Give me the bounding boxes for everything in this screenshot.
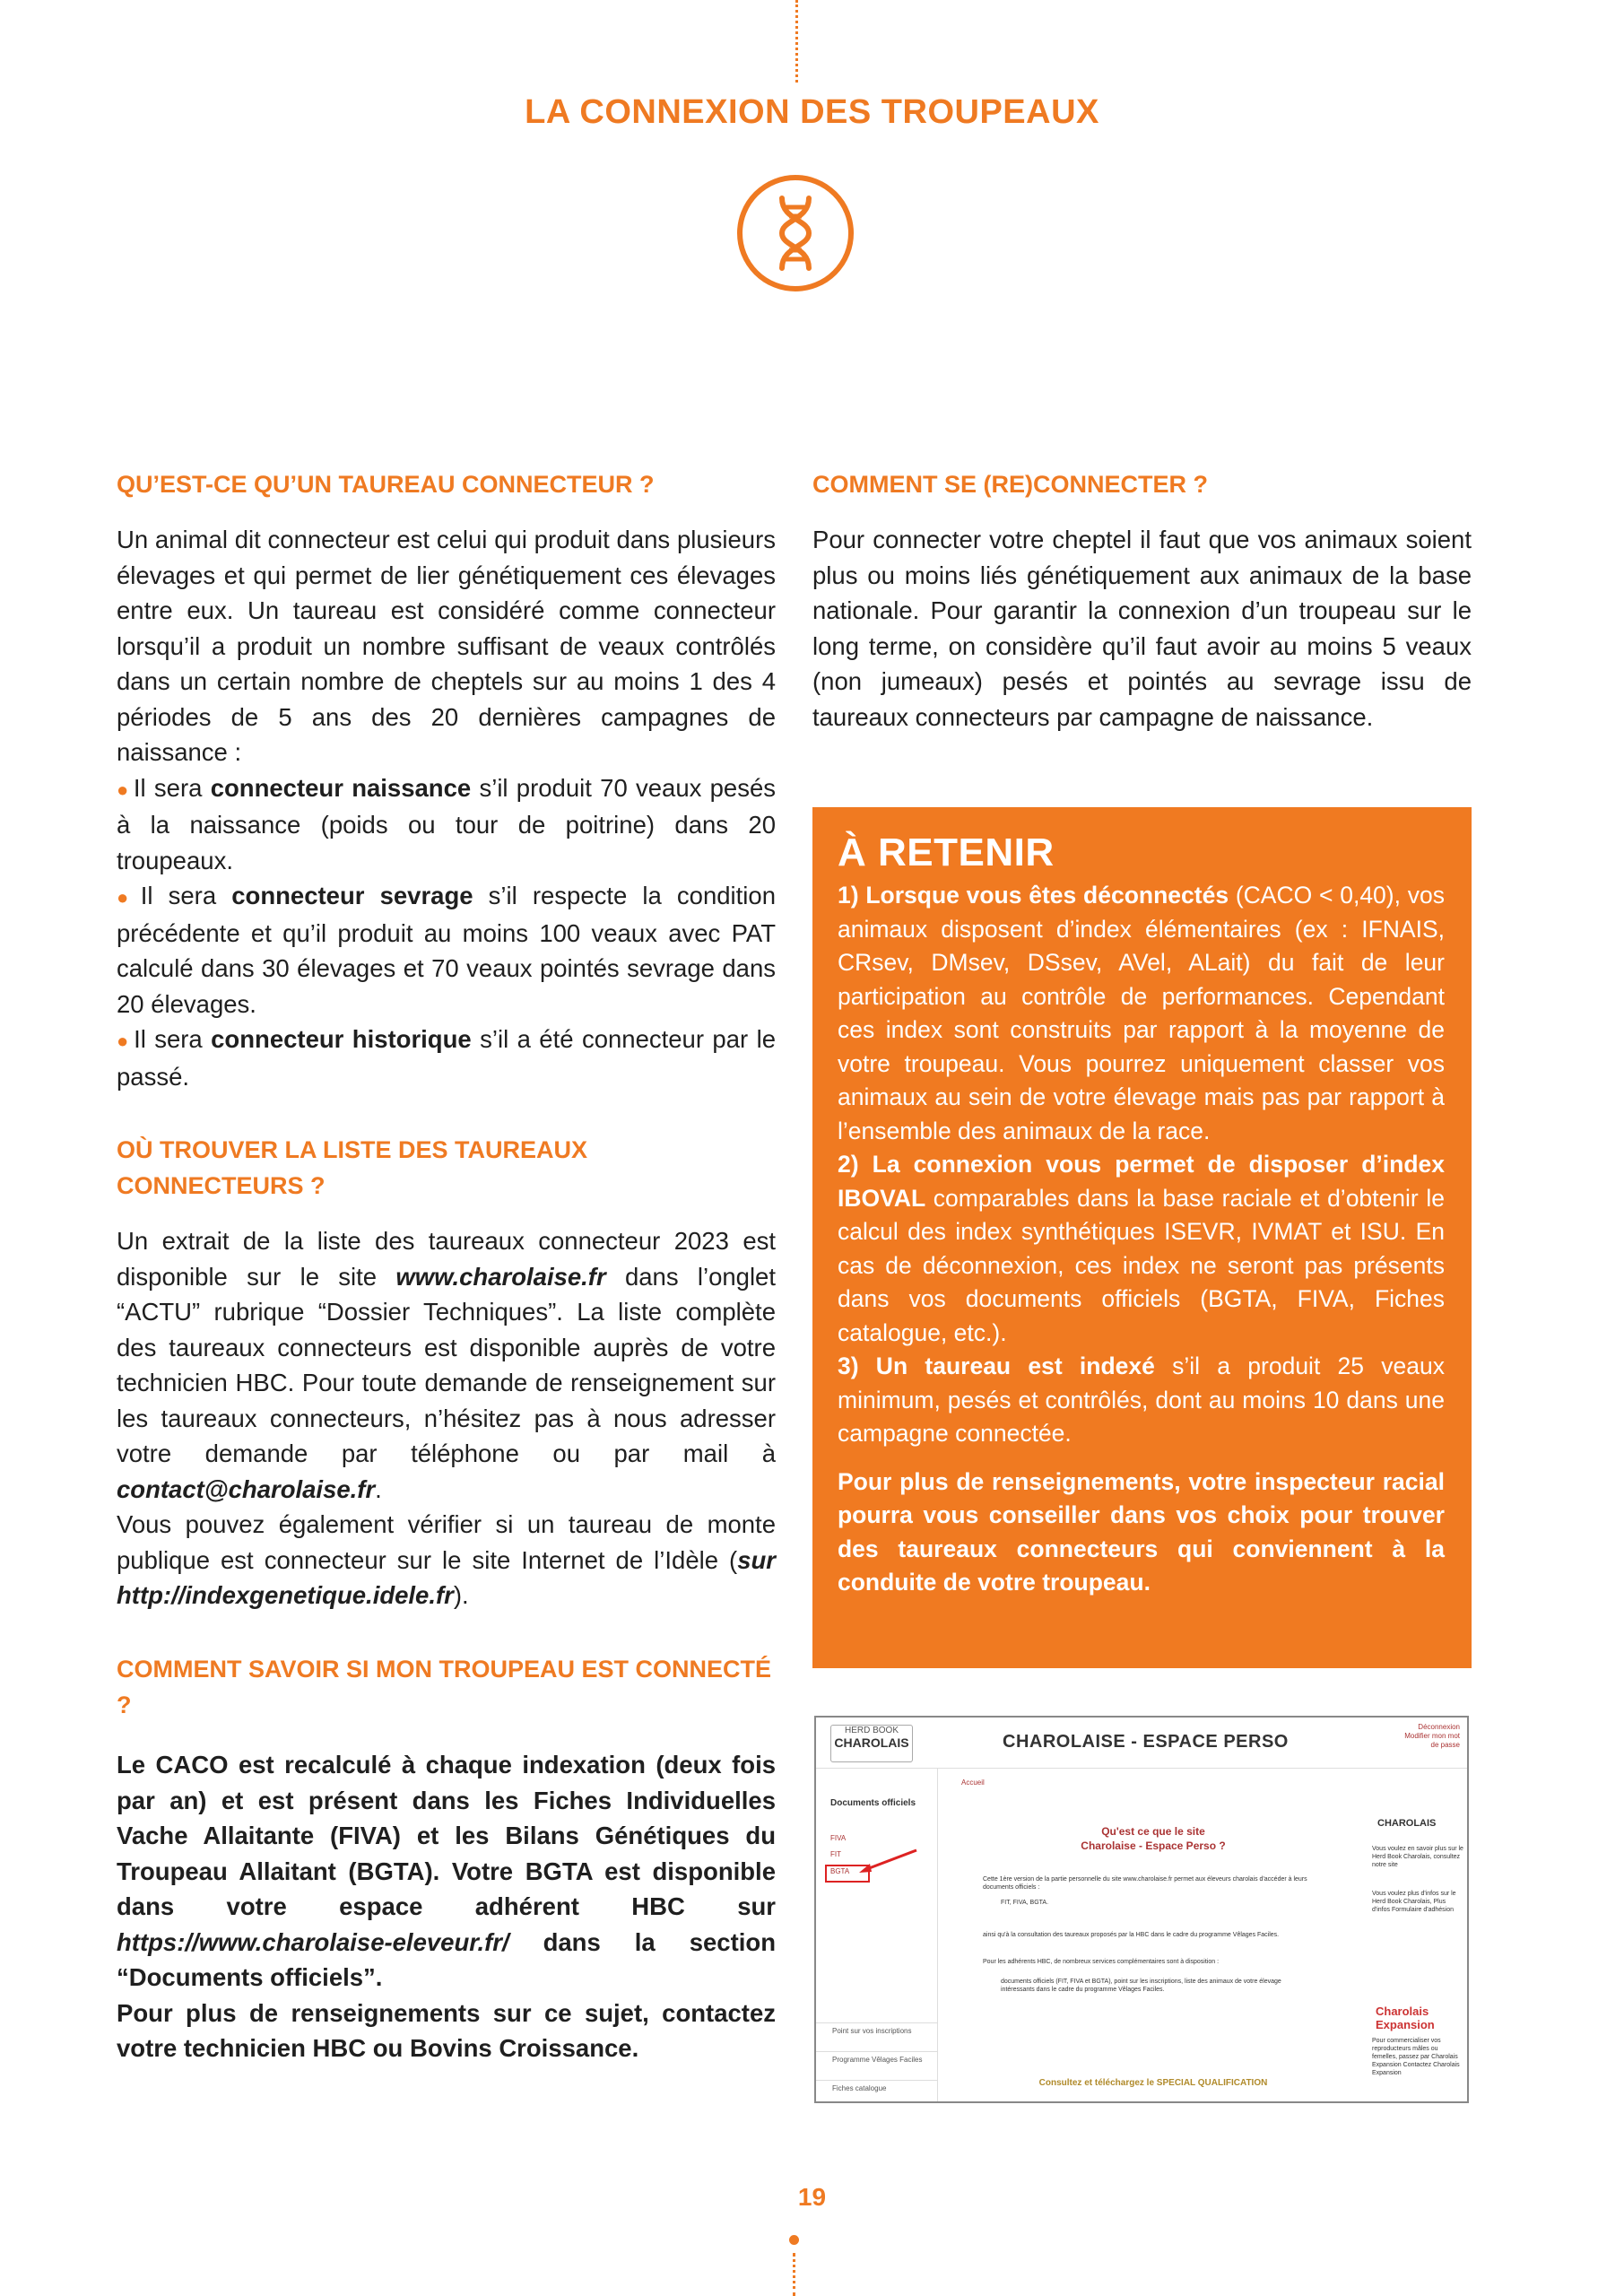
bottom-dotted-line <box>793 2253 795 2296</box>
intro-paragraph: Un animal dit connecteur est celui qui produit dans plusieurs élevages et qui permet de lier génétiquement ces élevages entre eux. Un taureau est considéré comme connecteur lorsqu’il a produit un nombre suffisant de veaux contrôlés dans un certain nombre de cheptels sur au moins 1 des 4 périodes de 5 ans des 20 dernières campagnes de naissance : <box>117 526 776 766</box>
documents-officiels-heading: Documents officiels <box>830 1798 916 1808</box>
section-title-taureau-connecteur: QU’EST-CE QU’UN TAUREAU CONNECTEUR ? <box>117 471 655 498</box>
main-text-3: Pour les adhérents HBC, de nombreux services complémentaires sont à disposition : <box>983 1959 1220 1965</box>
retenir-point-2: 2) La connexion vous permet de disposer d’index IBOVAL comparables dans la base raciale et d’obtenir le calcul des index synthétiques ISEVR, IVMAT et ISU. En cas de déconnexion, ces index ne seront pas présents dans vos documents officiels (BGTA, FIVA, Fiches catalogue, etc.). <box>838 1151 1445 1346</box>
main-text-2: ainsi qu'à la consultation des taureaux proposés par la HBC dans le cadre du programme Vêlages Faciles. <box>983 1932 1280 1938</box>
left-column <box>117 466 776 2091</box>
section-title-reconnecter: COMMENT SE (RE)CONNECTER ? <box>812 471 1208 498</box>
page-title: LA CONNEXION DES TROUPEAUX <box>525 93 1099 131</box>
screenshot-title: CHAROLAISE - ESPACE PERSO <box>1003 1732 1289 1752</box>
screenshot-main <box>938 1768 1368 2103</box>
connecte-paragraph: Le CACO est recalculé à chaque indexation (deux fois par an) et est présent dans les Fiches Individuelles Vache Allaitante (FIVA) et les Bilans Génétiques du Troupeau Allaitant (BGTA). Votre BGTA est disponible dans votre espace adhérent HBC sur https://www.charolaise-eleveur.fr/ dans la section “Documents officiels”. Pour plus de renseignements sur ce sujet, contactez votre technicien HBC ou Bovins Croissance. <box>117 1751 776 2062</box>
main-question-line-2: Charolaise - Espace Perso ? <box>1081 1839 1226 1852</box>
charolaise-site-link[interactable]: www.charolaise.fr <box>395 1262 606 1291</box>
nav-velages-faciles[interactable]: Programme Vêlages Faciles <box>816 2051 937 2078</box>
espace-perso-screenshot <box>814 1716 1469 2103</box>
bullet-dot-icon: ● <box>117 1030 131 1052</box>
nav-fiches-catalogue[interactable]: Fiches catalogue <box>816 2080 937 2103</box>
red-arrow-icon <box>857 1848 920 1875</box>
a-retenir-title: À RETENIR <box>838 831 1055 874</box>
main-list-1: FIT, FIVA, BGTA. <box>1001 1900 1049 1906</box>
page-number: 19 <box>797 2183 827 2211</box>
right-text-2: Vous voulez plus d'infos sur le Herd Book Charolais, Plus d'infos Formulaire d'adhésion <box>1372 1891 1456 1913</box>
side-item-fiva[interactable]: FIVA <box>830 1834 847 1842</box>
retenir-contact: Pour plus de renseignements, votre inspecteur racial pourra vous conseiller dans vos choix pour trouver des taureaux connecteurs qui conviennent à la conduite de votre troupeau. <box>838 1467 1445 1596</box>
bullet-sevrage: ● Il sera connecteur sevrage s’il respecte la condition précédente et qu’il produit au moins 100 veaux avec PAT calculé dans 30 élevages et 70 veaux pointés sevrage dans 20 élevages. <box>117 882 777 1018</box>
side-item-fit[interactable]: FIT <box>830 1850 841 1858</box>
accueil-link[interactable]: Accueil <box>961 1779 985 1787</box>
bullet-historique: ● Il sera connecteur historique s’il a été connecteur par le passé. <box>117 1025 776 1091</box>
nav-inscriptions[interactable]: Point sur vos inscriptions <box>816 2022 937 2049</box>
main-text-1: Cette 1ère version de la partie personnelle du site www.charolaise.fr permet aux éleveurs charolais d'accéder à leurs documents officiels : <box>983 1876 1307 1891</box>
espace-adherent-link[interactable]: https://www.charolaise-eleveur.fr/ <box>117 1927 509 1956</box>
special-qualification-link[interactable]: Consultez et téléchargez le SPECIAL QUALIFICATION <box>1038 2078 1268 2088</box>
main-list-2: documents officiels (FIT, FIVA et BGTA), point sur les inscriptions, liste des animaux de votre élevage intéressants dans le cadre du programme Vêlages Faciles. <box>1001 1979 1281 1993</box>
bottom-dot-icon <box>789 2235 799 2245</box>
charolais-expansion-logo: Charolais Expansion <box>1376 2005 1435 2031</box>
liste-paragraph: Un extrait de la liste des taureaux connecteur 2023 est disponible sur le site www.charolaise.fr dans l’onglet “ACTU” rubrique “Dossier Techniques”. La liste complète des taureaux connecteurs est disponible auprès de votre technicien HBC. Pour toute demande de renseignement sur les taureaux connecteurs, n’hésitez pas à nous adresser votre demande par téléphone ou par mail à contact@charolaise.fr. Vous pouvez également vérifier si un taureau de monte publique est connecteur sur le site Internet de l’Idèle (sur http://indexgenetique.idele.fr). <box>117 1227 776 1609</box>
contact-email-link[interactable]: contact@charolaise.fr <box>117 1474 376 1503</box>
bullet-naissance: ● Il sera connecteur naissance s’il produit 70 veaux pesés à la naissance (poids ou tour de poitrine) dans 20 troupeaux. <box>117 773 777 874</box>
a-retenir-box <box>812 807 1472 1668</box>
bullet-dot-icon: ● <box>117 778 130 801</box>
bullet-dot-icon: ● <box>117 886 137 909</box>
screenshot-sidebar <box>816 1768 938 2103</box>
screenshot-right-panel <box>1368 1768 1469 2103</box>
section-title-liste: OÙ TROUVER LA LISTE DES TAUREAUX CONNECTEURS ? <box>117 1136 588 1199</box>
right-text-3: Pour commercialiser vos reproducteurs mâles ou femelles, passez par Charolais Expansion Contactez Charolais Expansion <box>1372 2038 1460 2076</box>
screenshot-account-links[interactable]: Déconnexion Modifier mon mot de passe <box>1404 1723 1460 1749</box>
section-title-connecte: COMMENT SAVOIR SI MON TROUPEAU EST CONNECTÉ ? <box>117 1655 772 1718</box>
right-column <box>812 466 1472 735</box>
retenir-point-3: 3) Un taureau est indexé s’il a produit 25 veaux minimum, pesés et contrôlés, dont au moins 10 dans une campagne connectée. <box>838 1352 1445 1447</box>
retenir-point-1: 1) Lorsque vous êtes déconnectés (CACO < 0,40), vos animaux disposent d’index élémentaires (ex : IFNAIS, CRsev, DMsev, DSsev, AVel, ALait) du fait de leur participation au contrôle de performances. Cependant ces index sont construits par rapport à la moyenne de votre troupeau. Vous pourrez uniquement classer vos animaux au sein de votre élevage mais pas par rapport à l’ensemble des animaux de la race. <box>838 882 1445 1144</box>
side-item-bgta[interactable]: BGTA <box>830 1867 850 1875</box>
dna-icon <box>735 173 855 293</box>
right-charolais-logo: CHAROLAIS <box>1377 1818 1437 1829</box>
herd-book-logo: HERD BOOK CHAROLAIS <box>830 1725 913 1762</box>
top-dotted-line <box>795 0 798 83</box>
right-text-1: Vous voulez en savoir plus sur le Herd Book Charolais, consultez notre site <box>1372 1846 1463 1868</box>
main-question-line-1: Qu'est ce que le site <box>1101 1825 1205 1838</box>
reconnecter-paragraph: Pour connecter votre cheptel il faut que vos animaux soient plus ou moins liés génétiquement aux animaux de la base nationale. Pour garantir la connexion d’un troupeau sur le long terme, on considère qu’il faut avoir au moins 5 veaux (non jumeaux) pesés et pointés au sevrage issu de taureaux connecteurs par campagne de naissance. <box>812 526 1472 731</box>
idele-link[interactable]: sur http://indexgenetique.idele.fr <box>117 1545 776 1609</box>
screenshot-header <box>816 1718 1467 1769</box>
